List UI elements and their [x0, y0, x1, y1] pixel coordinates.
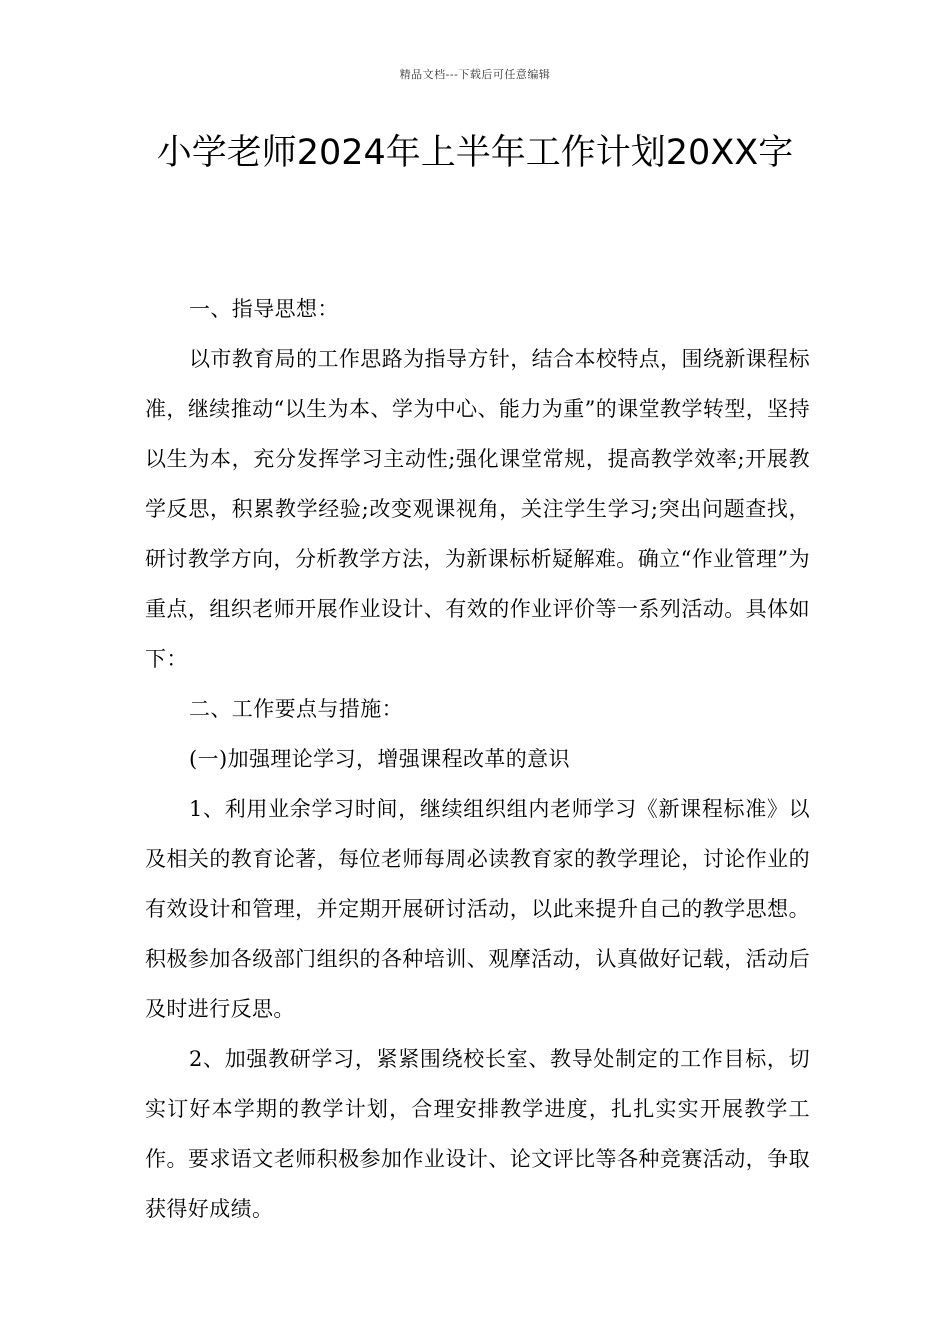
section-heading-work-points: 二、工作要点与措施：	[189, 697, 403, 721]
subsection-heading-theory-study: (一)加强理论学习，增强课程改革的意识	[189, 747, 570, 771]
section-heading-guiding-ideology: 一、指导思想：	[189, 297, 339, 321]
paragraph-guiding-ideology: 以市教育局的工作思路为指导方针，结合本校特点，围绕新课程标准，继续推动“以生为本、学为中心、能力为重”的课堂教学转型，坚持以生为本，充分发挥学习主动性;强化课堂常规，提高教学效率;开展教学反思，积累教学经验;改变观课视角，关注学生学习;突出问题查找，研讨教学方向，分析教学方法，为新课标析疑解难。确立“作业管理”为重点，组织老师开展作业设计、有效的作业评价等一系列活动。具体如下：	[145, 347, 810, 671]
paragraph-item-2: 2、加强教研学习，紧紧围绕校长室、教导处制定的工作目标，切实订好本学期的教学计划，合理安排教学进度，扎扎实实开展教学工作。要求语文老师积极参加作业设计、论文评比等各种竞赛活动，争取获得好成绩。	[145, 1047, 810, 1221]
paragraph-item-1: 1、利用业余学习时间，继续组织组内老师学习《新课程标准》以及相关的教育论著，每位老师每周必读教育家的教学理论，讨论作业的有效设计和管理，并定期开展研讨活动，以此来提升自己的教学思想。积极参加各级部门组织的各种培训、观摩活动，认真做好记载，活动后及时进行反思。	[145, 797, 810, 1021]
document-title: 小学老师2024年上半年工作计划20XX字	[156, 133, 794, 173]
header-note: 精品文档---下载后可任意编辑	[399, 68, 551, 81]
document-body	[145, 284, 810, 1234]
